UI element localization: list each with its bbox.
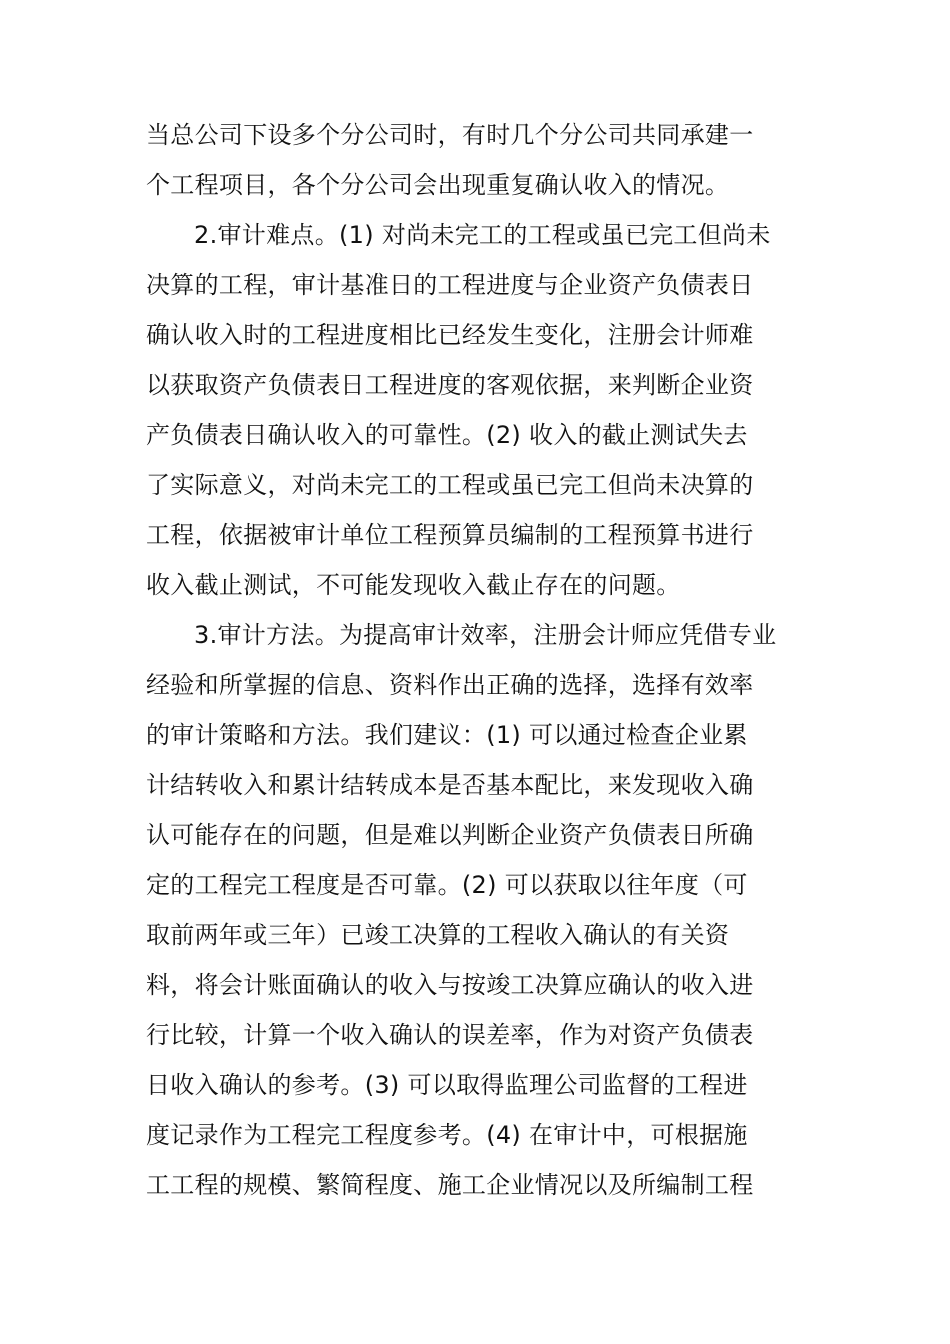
text-line: 度记录作为工程完工程度参考。(4) 在审计中，可根据施 bbox=[146, 1121, 748, 1149]
text-line: 行比较，计算一个收入确认的误差率，作为对资产负债表 bbox=[146, 1021, 754, 1049]
text-line: 以获取资产负债表日工程进度的客观依据，来判断企业资 bbox=[146, 371, 754, 399]
text-line: 产负债表日确认收入的可靠性。(2) 收入的截止测试失去 bbox=[146, 421, 748, 449]
text-line: 了实际意义，对尚未完工的工程或虽已完工但尚未决算的 bbox=[146, 471, 754, 499]
text-line: 定的工程完工程度是否可靠。(2) 可以获取以往年度（可 bbox=[146, 871, 748, 899]
text-line: 计结转收入和累计结转成本是否基本配比，来发现收入确 bbox=[146, 771, 754, 799]
text-line: 决算的工程，审计基准日的工程进度与企业资产负债表日 bbox=[146, 271, 754, 299]
text-line: 确认收入时的工程进度相比已经发生变化，注册会计师难 bbox=[146, 321, 754, 349]
text-line: 料，将会计账面确认的收入与按竣工决算应确认的收入进 bbox=[146, 971, 754, 999]
text-line: 收入截止测试，不可能发现收入截止存在的问题。 bbox=[146, 571, 681, 599]
text-line: 工工程的规模、繁简程度、施工企业情况以及所编制工程 bbox=[146, 1171, 754, 1199]
text-line: 个工程项目，各个分公司会出现重复确认收入的情况。 bbox=[146, 171, 730, 199]
body-text bbox=[146, 110, 806, 1210]
text-line: 3.审计方法。为提高审计效率，注册会计师应凭借专业 bbox=[194, 621, 777, 649]
text-line: 取前两年或三年）已竣工决算的工程收入确认的有关资 bbox=[146, 921, 730, 949]
text-line: 当总公司下设多个分公司时，有时几个分公司共同承建一 bbox=[146, 121, 754, 149]
text-line: 的审计策略和方法。我们建议：(1) 可以通过检查企业累 bbox=[146, 721, 748, 749]
text-line: 工程，依据被审计单位工程预算员编制的工程预算书进行 bbox=[146, 521, 754, 549]
text-line: 认可能存在的问题，但是难以判断企业资产负债表日所确 bbox=[146, 821, 754, 849]
text-line: 日收入确认的参考。(3) 可以取得监理公司监督的工程进 bbox=[146, 1071, 748, 1099]
text-line: 经验和所掌握的信息、资料作出正确的选择，选择有效率 bbox=[146, 671, 754, 699]
text-line: 2.审计难点。(1) 对尚未完工的工程或虽已完工但尚未 bbox=[194, 221, 771, 249]
